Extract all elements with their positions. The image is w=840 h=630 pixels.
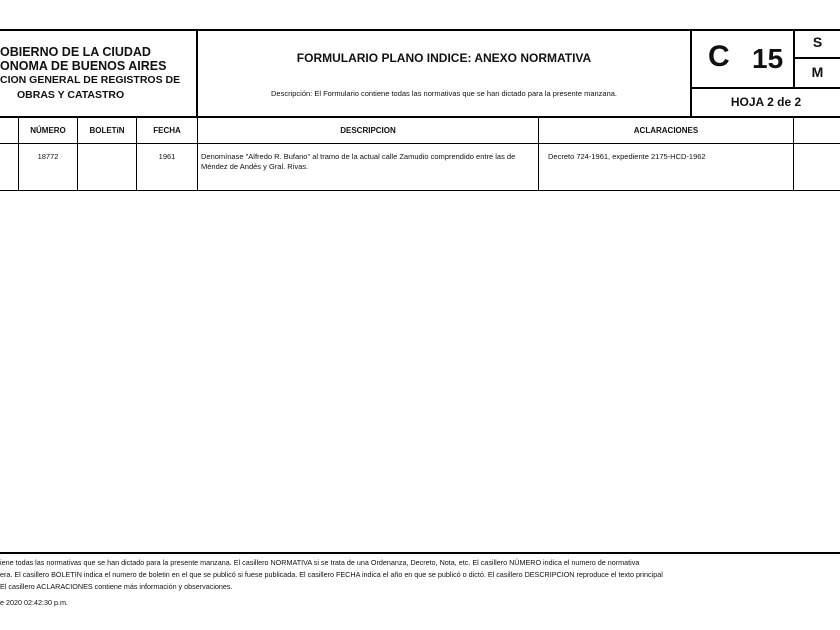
footer-timestamp: e 2020 02:42:30 p.m. (0, 598, 68, 607)
org-line-3: CION GENERAL DE REGISTROS DE (0, 74, 181, 86)
side-code-top: S (812, 34, 823, 50)
cell-descripcion: Denomínase "Alfredo R. Bufano" al tramo de la actual calle Zamudio comprendido entre las de Méndez de Andés y Gral. Rivas. (201, 152, 516, 171)
footer-note-line-1: iene todas las normativas que se han dictado para la presente manzana. El casillero NORMATIVA si se trata de una Ordenanza, Decreto, Nota, etc. El casillero NÚMERO indica el numero de normativa (0, 558, 640, 567)
footer-note-line-2: era. El casillero BOLETIN indica el numero de boletin en el que se publicó si fuese publicada. El casillero FECHA indica el año en que se publicó o dictó. El casillero DESCRIPCION reproduce el texto principal (0, 570, 663, 579)
cell-aclaraciones: Decreto 724-1961, expediente 2175-HCD-1962 (548, 152, 706, 161)
column-header-aclaraciones: ACLARACIONES (633, 126, 699, 135)
table-col-divider-6 (793, 118, 794, 191)
header-divider-left (196, 29, 198, 118)
seccion-code: 15 (752, 43, 784, 74)
column-header-boletin: BOLETíN (89, 126, 125, 135)
column-header-descripcion: DESCRIPCION (340, 126, 396, 135)
footer-note-line-3: El casillero ACLARACIONES contiene más información y observaciones. (0, 582, 233, 591)
header-bottom-border (0, 116, 840, 118)
header-side-middle (793, 57, 840, 59)
form-description: Descripción: El Formulario contiene todas las normativas que se han dictado para la presente manzana. (270, 89, 618, 98)
form-title: FORMULARIO PLANO INDICE: ANEXO NORMATIVA (296, 51, 592, 65)
org-line-4: OBRAS Y CATASTRO (17, 89, 125, 101)
org-line-2: ONOMA DE BUENOS AIRES (0, 59, 167, 73)
column-header-numero: NÚMERO (30, 126, 66, 135)
circ-code: C (708, 40, 730, 73)
sheet-number: HOJA 2 de 2 (730, 95, 802, 109)
footer-top-border (0, 552, 840, 554)
side-code-bottom: M (811, 64, 824, 80)
table-bottom-border (0, 190, 840, 191)
cell-fecha: 1961 (158, 152, 176, 161)
header-code-bottom (690, 87, 840, 89)
table-header-bottom (0, 143, 840, 144)
header-top-border (0, 29, 840, 31)
column-header-fecha: FECHA (153, 126, 181, 135)
cell-numero: 18772 (37, 152, 59, 161)
org-line-1: OBIERNO DE LA CIUDAD (0, 45, 151, 59)
